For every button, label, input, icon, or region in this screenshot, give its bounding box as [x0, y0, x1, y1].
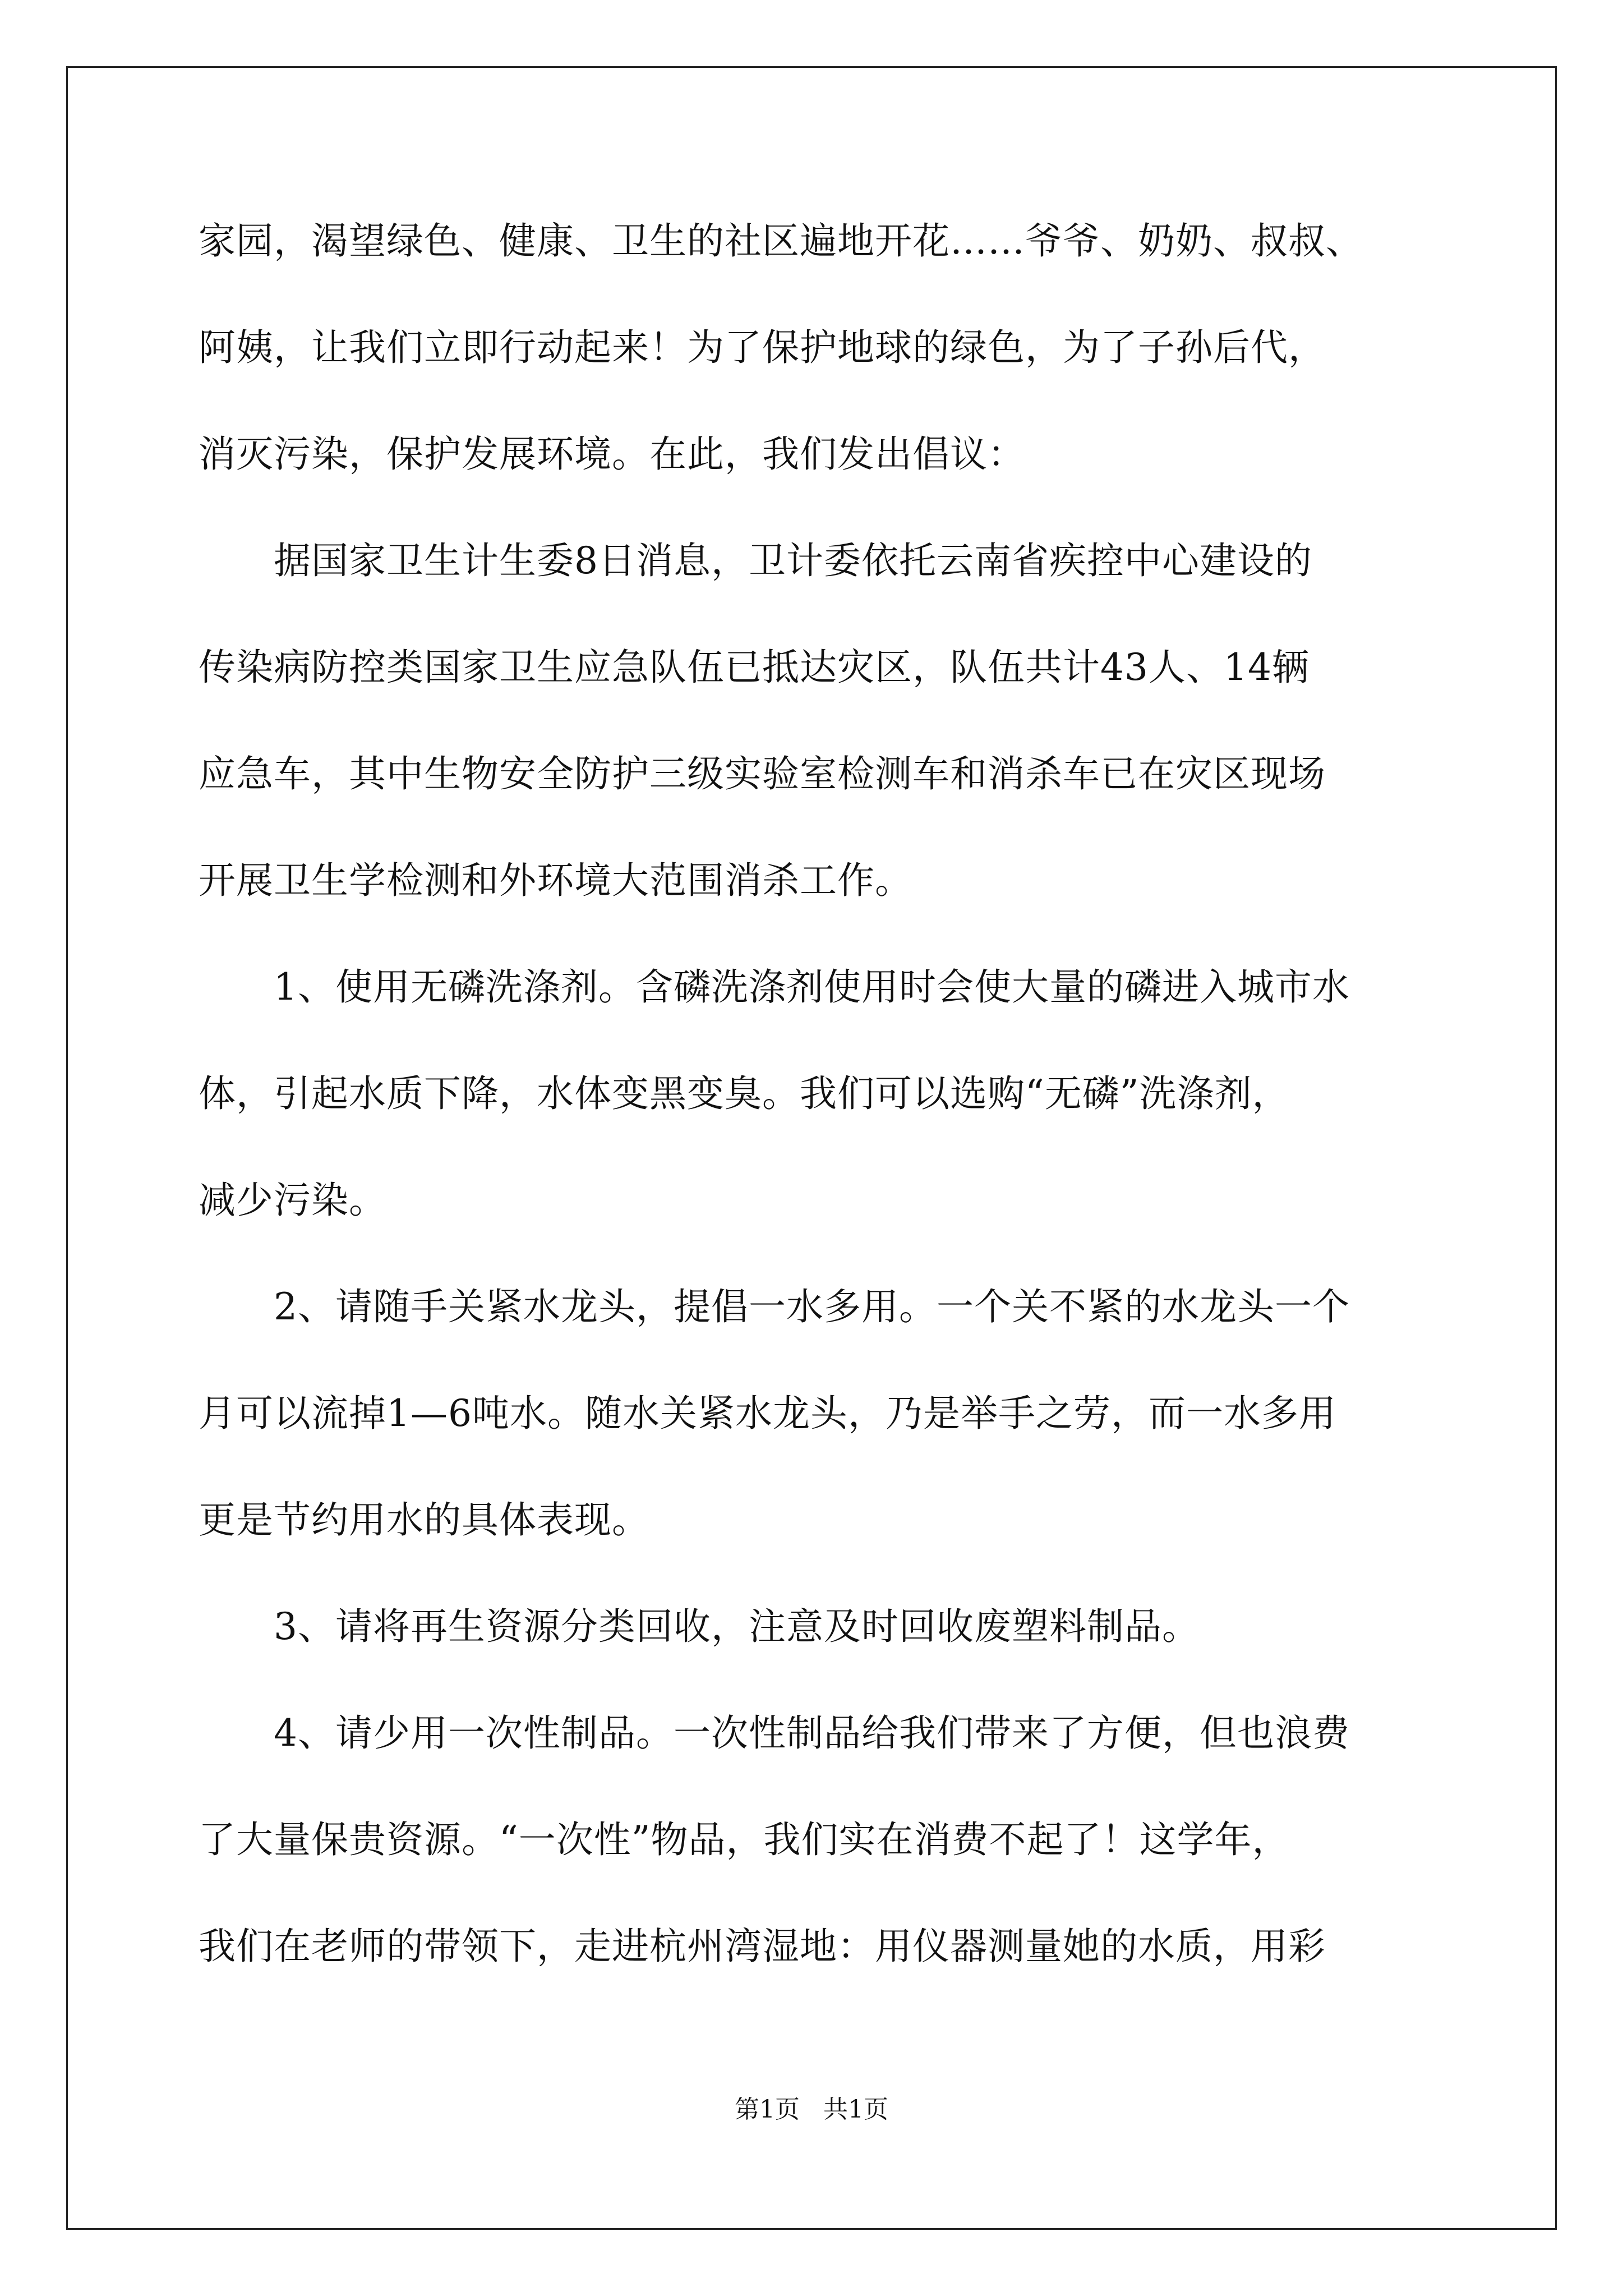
text-line: 2、请随手关紧水龙头，提倡一水多用。一个关不紧的水龙头一个: [199, 1285, 1350, 1328]
text-line: 据国家卫生计生委8日消息，卫计委依托云南省疾控中心建设的: [199, 539, 1312, 582]
page-total: 共1页: [823, 2095, 888, 2124]
text-line: 应急车，其中生物安全防护三级实验室检测车和消杀车已在灾区现场: [199, 752, 1326, 795]
text-line: 4、请少用一次性制品。一次性制品给我们带来了方便，但也浪费: [199, 1711, 1350, 1755]
text-line: 传染病防控类国家卫生应急队伍已抵达灾区，队伍共计43人、14辆: [199, 646, 1310, 689]
text-line: 月可以流掉1—6吨水。随水关紧水龙头，乃是举手之劳，而一水多用: [199, 1392, 1336, 1435]
text-line: 阿姨，让我们立即行动起来！为了保护地球的绿色，为了子孙后代，: [199, 326, 1326, 369]
text-line: 我们在老师的带领下，走进杭州湾湿地：用仪器测量她的水质，用彩: [199, 1925, 1326, 1968]
text-line: 更是节约用水的具体表现。: [199, 1498, 649, 1542]
text-line: 了大量保贵资源。“一次性”物品，我们实在消费不起了！这学年，: [199, 1818, 1290, 1861]
page-frame: [66, 66, 1557, 2230]
text-line: 消灭污染，保护发展环境。在此，我们发出倡议：: [199, 432, 1025, 476]
text-line: 减少污染。: [199, 1179, 386, 1222]
text-line: 开展卫生学检测和外环境大范围消杀工作。: [199, 859, 912, 902]
text-line: 3、请将再生资源分类回收，注意及时回收废塑料制品。: [199, 1605, 1200, 1648]
page-footer: [0, 2095, 1623, 2124]
text-line: 家园，渴望绿色、健康、卫生的社区遍地开花……爷爷、奶奶、叔叔、: [199, 219, 1363, 263]
text-line: 1、使用无磷洗涤剂。含磷洗涤剂使用时会使大量的磷进入城市水: [199, 965, 1350, 1009]
page-number: 第1页: [735, 2095, 800, 2124]
text-line: 体，引起水质下降，水体变黑变臭。我们可以选购“无磷”洗涤剂，: [199, 1072, 1290, 1115]
